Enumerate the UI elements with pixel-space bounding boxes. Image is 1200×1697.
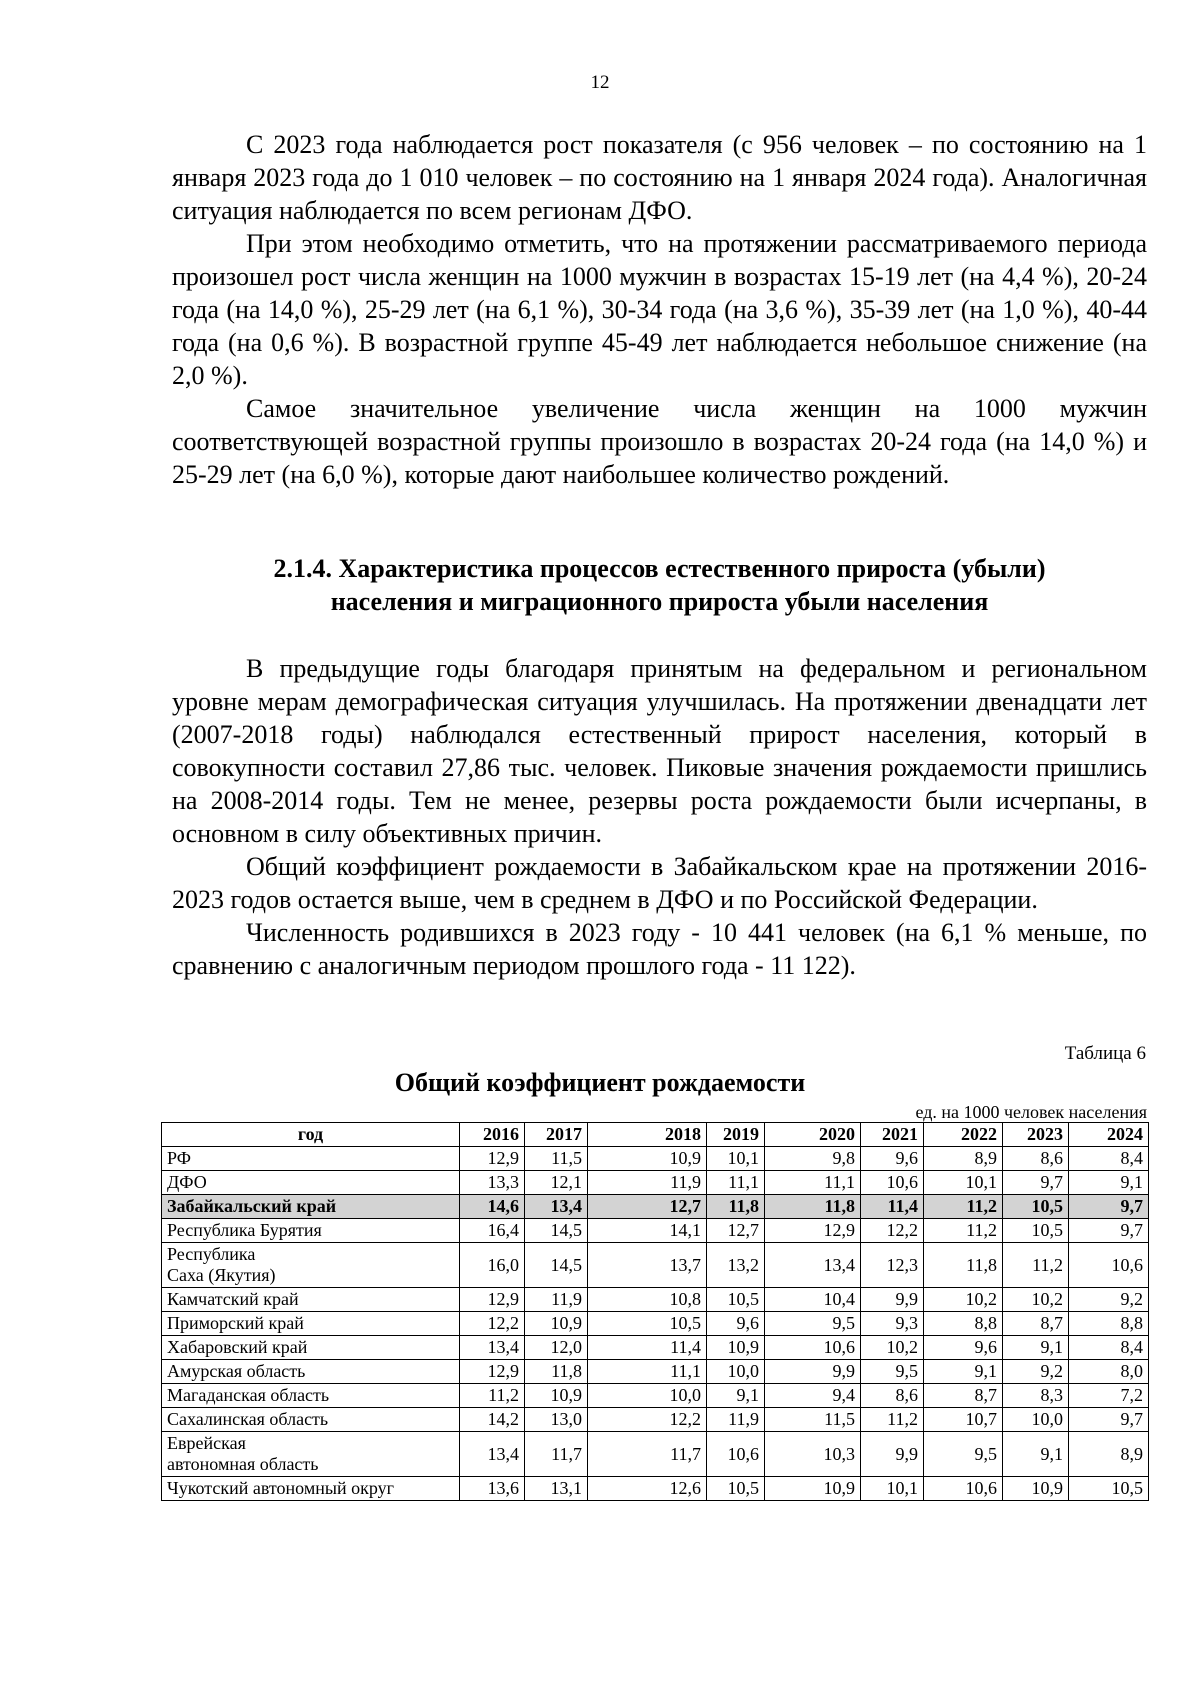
value-cell: 10,9 bbox=[525, 1312, 588, 1336]
value-cell: 10,5 bbox=[1003, 1219, 1069, 1243]
value-cell: 9,7 bbox=[1069, 1408, 1149, 1432]
paragraph: Самое значительное увеличение числа женщин на 1000 мужчин соответствующей возрастной группы произошло в возрастах 20-24 года (на 14,0 %) и 25-29 лет (на 6,0 %), которые дают наибольшее количество рождений. bbox=[172, 394, 1147, 489]
table-title: Общий коэффициент рождаемости bbox=[394, 1068, 806, 1097]
value-cell: 14,5 bbox=[525, 1243, 588, 1288]
value-cell: 12,3 bbox=[861, 1243, 924, 1288]
value-cell: 9,4 bbox=[765, 1384, 861, 1408]
header-year: 2023 bbox=[1003, 1123, 1069, 1147]
value-cell: 7,2 bbox=[1069, 1384, 1149, 1408]
table-row bbox=[162, 1360, 1149, 1384]
value-cell: 9,1 bbox=[1003, 1336, 1069, 1360]
value-cell: 10,0 bbox=[1003, 1408, 1069, 1432]
value-cell: 10,7 bbox=[924, 1408, 1003, 1432]
value-cell: 11,4 bbox=[861, 1195, 924, 1219]
value-cell: 11,8 bbox=[707, 1195, 765, 1219]
value-cell: 10,3 bbox=[765, 1432, 861, 1477]
value-cell: 9,7 bbox=[1003, 1171, 1069, 1195]
value-cell: 8,9 bbox=[1069, 1432, 1149, 1477]
value-cell: 10,1 bbox=[924, 1171, 1003, 1195]
value-cell: 10,5 bbox=[1069, 1477, 1149, 1501]
region-cell: Амурская область bbox=[162, 1360, 460, 1384]
value-cell: 10,6 bbox=[924, 1477, 1003, 1501]
value-cell: 8,0 bbox=[1069, 1360, 1149, 1384]
value-cell: 9,1 bbox=[1069, 1171, 1149, 1195]
value-cell: 9,1 bbox=[707, 1384, 765, 1408]
header-year: 2021 bbox=[861, 1123, 924, 1147]
value-cell: 10,8 bbox=[588, 1288, 707, 1312]
value-cell: 12,2 bbox=[588, 1408, 707, 1432]
value-cell: 11,9 bbox=[525, 1288, 588, 1312]
value-cell: 14,1 bbox=[588, 1219, 707, 1243]
value-cell: 11,4 bbox=[588, 1336, 707, 1360]
paragraph: Численность родившихся в 2023 году - 10 441 человек (на 6,1 % меньше, по сравнению с аналогичным периодом прошлого года - 11 122). bbox=[172, 918, 1147, 980]
value-cell: 12,1 bbox=[525, 1171, 588, 1195]
value-cell: 11,1 bbox=[765, 1171, 861, 1195]
value-cell: 10,1 bbox=[861, 1477, 924, 1501]
value-cell: 9,6 bbox=[861, 1147, 924, 1171]
table-row bbox=[162, 1171, 1149, 1195]
header-year: 2016 bbox=[460, 1123, 525, 1147]
value-cell: 13,6 bbox=[460, 1477, 525, 1501]
region-cell: ДФО bbox=[162, 1171, 460, 1195]
intro-text bbox=[172, 128, 1147, 491]
value-cell: 13,1 bbox=[525, 1477, 588, 1501]
value-cell: 12,2 bbox=[460, 1312, 525, 1336]
table-row bbox=[162, 1408, 1149, 1432]
value-cell: 9,7 bbox=[1069, 1195, 1149, 1219]
value-cell: 11,8 bbox=[924, 1243, 1003, 1288]
section-heading-line: 2.1.4. Характеристика процессов естественного прироста (убыли) bbox=[273, 554, 1046, 583]
value-cell: 11,5 bbox=[525, 1147, 588, 1171]
value-cell: 13,0 bbox=[525, 1408, 588, 1432]
value-cell: 10,9 bbox=[765, 1477, 861, 1501]
paragraph: С 2023 года наблюдается рост показателя (с 956 человек – по состоянию на 1 января 2023 года до 1 010 человек – по состоянию на 1 января 2024 года). Аналогичная ситуация наблюдается по всем регионам ДФО. bbox=[172, 130, 1147, 225]
value-cell: 8,7 bbox=[1003, 1312, 1069, 1336]
value-cell: 10,1 bbox=[707, 1147, 765, 1171]
value-cell: 10,6 bbox=[765, 1336, 861, 1360]
value-cell: 8,9 bbox=[924, 1147, 1003, 1171]
value-cell: 8,8 bbox=[1069, 1312, 1149, 1336]
value-cell: 12,9 bbox=[765, 1219, 861, 1243]
value-cell: 9,7 bbox=[1069, 1219, 1149, 1243]
region-cell: Республика Бурятия bbox=[162, 1219, 460, 1243]
value-cell: 9,6 bbox=[924, 1336, 1003, 1360]
header-year: 2020 bbox=[765, 1123, 861, 1147]
region-cell: Забайкальский край bbox=[162, 1195, 460, 1219]
value-cell: 10,9 bbox=[1003, 1477, 1069, 1501]
paragraph: При этом необходимо отметить, что на протяжении рассматриваемого периода произошел рост числа женщин на 1000 мужчин в возрастах 15-19 лет (на 4,4 %), 20-24 года (на 14,0 %), 25-29 лет (на 6,1 %), 30-34 года (на 3,6 %), 35-39 лет (на 1,0 %), 40-44 года (на 0,6 %). В возрастной группе 45-49 лет наблюдается небольшое снижение (на 2,0 %). bbox=[172, 229, 1147, 390]
section-heading-line: населения и миграционного прироста убыли населения bbox=[330, 587, 989, 616]
value-cell: 9,1 bbox=[1003, 1432, 1069, 1477]
value-cell: 16,4 bbox=[460, 1219, 525, 1243]
header-year: 2017 bbox=[525, 1123, 588, 1147]
value-cell: 11,1 bbox=[588, 1360, 707, 1384]
value-cell: 8,4 bbox=[1069, 1336, 1149, 1360]
value-cell: 10,9 bbox=[525, 1384, 588, 1408]
value-cell: 10,5 bbox=[707, 1288, 765, 1312]
table-row bbox=[162, 1312, 1149, 1336]
value-cell: 11,8 bbox=[525, 1360, 588, 1384]
table-units: ед. на 1000 человек населения bbox=[915, 1102, 1147, 1122]
value-cell: 10,6 bbox=[861, 1171, 924, 1195]
value-cell: 13,4 bbox=[765, 1243, 861, 1288]
value-cell: 11,9 bbox=[707, 1408, 765, 1432]
header-year-label: год bbox=[162, 1123, 460, 1147]
region-cell: Приморский край bbox=[162, 1312, 460, 1336]
value-cell: 9,9 bbox=[765, 1360, 861, 1384]
section-heading bbox=[172, 552, 1147, 618]
table-body bbox=[162, 1147, 1149, 1501]
value-cell: 9,1 bbox=[924, 1360, 1003, 1384]
value-cell: 9,3 bbox=[861, 1312, 924, 1336]
value-cell: 12,7 bbox=[707, 1219, 765, 1243]
region-cell: Чукотский автономный округ bbox=[162, 1477, 460, 1501]
value-cell: 9,9 bbox=[861, 1432, 924, 1477]
value-cell: 9,5 bbox=[924, 1432, 1003, 1477]
section-text bbox=[172, 652, 1147, 982]
header-year: 2022 bbox=[924, 1123, 1003, 1147]
table-row bbox=[162, 1195, 1149, 1219]
table-row bbox=[162, 1243, 1149, 1288]
value-cell: 9,5 bbox=[861, 1360, 924, 1384]
value-cell: 13,4 bbox=[460, 1432, 525, 1477]
value-cell: 8,4 bbox=[1069, 1147, 1149, 1171]
value-cell: 12,9 bbox=[460, 1360, 525, 1384]
value-cell: 11,7 bbox=[525, 1432, 588, 1477]
value-cell: 11,2 bbox=[861, 1408, 924, 1432]
table-row bbox=[162, 1288, 1149, 1312]
value-cell: 11,1 bbox=[707, 1171, 765, 1195]
value-cell: 11,5 bbox=[765, 1408, 861, 1432]
value-cell: 9,2 bbox=[1003, 1360, 1069, 1384]
region-cell: Сахалинская область bbox=[162, 1408, 460, 1432]
value-cell: 9,9 bbox=[861, 1288, 924, 1312]
value-cell: 10,9 bbox=[707, 1336, 765, 1360]
value-cell: 16,0 bbox=[460, 1243, 525, 1288]
table-row bbox=[162, 1336, 1149, 1360]
region-cell: Камчатский край bbox=[162, 1288, 460, 1312]
header-year: 2019 bbox=[707, 1123, 765, 1147]
value-cell: 14,6 bbox=[460, 1195, 525, 1219]
value-cell: 9,5 bbox=[765, 1312, 861, 1336]
table-row bbox=[162, 1477, 1149, 1501]
value-cell: 13,4 bbox=[525, 1195, 588, 1219]
value-cell: 8,3 bbox=[1003, 1384, 1069, 1408]
birth-rate-table bbox=[161, 1122, 1149, 1501]
value-cell: 10,5 bbox=[707, 1477, 765, 1501]
region-cell: Республика Саха (Якутия) bbox=[162, 1243, 460, 1288]
value-cell: 9,6 bbox=[707, 1312, 765, 1336]
value-cell: 11,7 bbox=[588, 1432, 707, 1477]
table-row bbox=[162, 1219, 1149, 1243]
value-cell: 10,6 bbox=[1069, 1243, 1149, 1288]
value-cell: 13,3 bbox=[460, 1171, 525, 1195]
value-cell: 11,2 bbox=[1003, 1243, 1069, 1288]
value-cell: 14,2 bbox=[460, 1408, 525, 1432]
value-cell: 8,6 bbox=[1003, 1147, 1069, 1171]
header-year: 2018 bbox=[588, 1123, 707, 1147]
value-cell: 13,4 bbox=[460, 1336, 525, 1360]
value-cell: 12,0 bbox=[525, 1336, 588, 1360]
value-cell: 11,2 bbox=[460, 1384, 525, 1408]
value-cell: 8,8 bbox=[924, 1312, 1003, 1336]
value-cell: 12,9 bbox=[460, 1288, 525, 1312]
paragraph: Общий коэффициент рождаемости в Забайкальском крае на протяжении 2016-2023 годов остается выше, чем в среднем в ДФО и по Российской Федерации. bbox=[172, 852, 1147, 914]
table-header-row bbox=[162, 1123, 1149, 1147]
value-cell: 10,2 bbox=[924, 1288, 1003, 1312]
value-cell: 10,0 bbox=[588, 1384, 707, 1408]
value-cell: 13,2 bbox=[707, 1243, 765, 1288]
value-cell: 8,6 bbox=[861, 1384, 924, 1408]
value-cell: 11,9 bbox=[588, 1171, 707, 1195]
value-cell: 8,7 bbox=[924, 1384, 1003, 1408]
page-number: 12 bbox=[590, 72, 610, 93]
header-year: 2024 bbox=[1069, 1123, 1149, 1147]
table-row bbox=[162, 1384, 1149, 1408]
value-cell: 11,2 bbox=[924, 1219, 1003, 1243]
paragraph: В предыдущие годы благодаря принятым на федеральном и региональном уровне мерам демографическая ситуация улучшилась. На протяжении двенадцати лет (2007-2018 годы) наблюдался естественный прирост населения, который в совокупности составил 27,86 тыс. человек. Пиковые значения рождаемости пришлись на 2008-2014 годы. Тем не менее, резервы роста рождаемости были исчерпаны, в основном в силу объективных причин. bbox=[172, 654, 1147, 848]
region-cell: РФ bbox=[162, 1147, 460, 1171]
table-number: Таблица 6 bbox=[1064, 1043, 1146, 1064]
value-cell: 13,7 bbox=[588, 1243, 707, 1288]
region-cell: Еврейская автономная область bbox=[162, 1432, 460, 1477]
table-row bbox=[162, 1432, 1149, 1477]
region-cell: Магаданская область bbox=[162, 1384, 460, 1408]
value-cell: 10,0 bbox=[707, 1360, 765, 1384]
value-cell: 10,4 bbox=[765, 1288, 861, 1312]
value-cell: 12,2 bbox=[861, 1219, 924, 1243]
value-cell: 12,9 bbox=[460, 1147, 525, 1171]
value-cell: 10,5 bbox=[588, 1312, 707, 1336]
value-cell: 9,2 bbox=[1069, 1288, 1149, 1312]
value-cell: 9,8 bbox=[765, 1147, 861, 1171]
value-cell: 11,2 bbox=[924, 1195, 1003, 1219]
value-cell: 10,2 bbox=[861, 1336, 924, 1360]
region-cell: Хабаровский край bbox=[162, 1336, 460, 1360]
value-cell: 12,6 bbox=[588, 1477, 707, 1501]
value-cell: 14,5 bbox=[525, 1219, 588, 1243]
value-cell: 11,8 bbox=[765, 1195, 861, 1219]
value-cell: 10,9 bbox=[588, 1147, 707, 1171]
value-cell: 10,2 bbox=[1003, 1288, 1069, 1312]
value-cell: 10,5 bbox=[1003, 1195, 1069, 1219]
value-cell: 10,6 bbox=[707, 1432, 765, 1477]
value-cell: 12,7 bbox=[588, 1195, 707, 1219]
table-row bbox=[162, 1147, 1149, 1171]
